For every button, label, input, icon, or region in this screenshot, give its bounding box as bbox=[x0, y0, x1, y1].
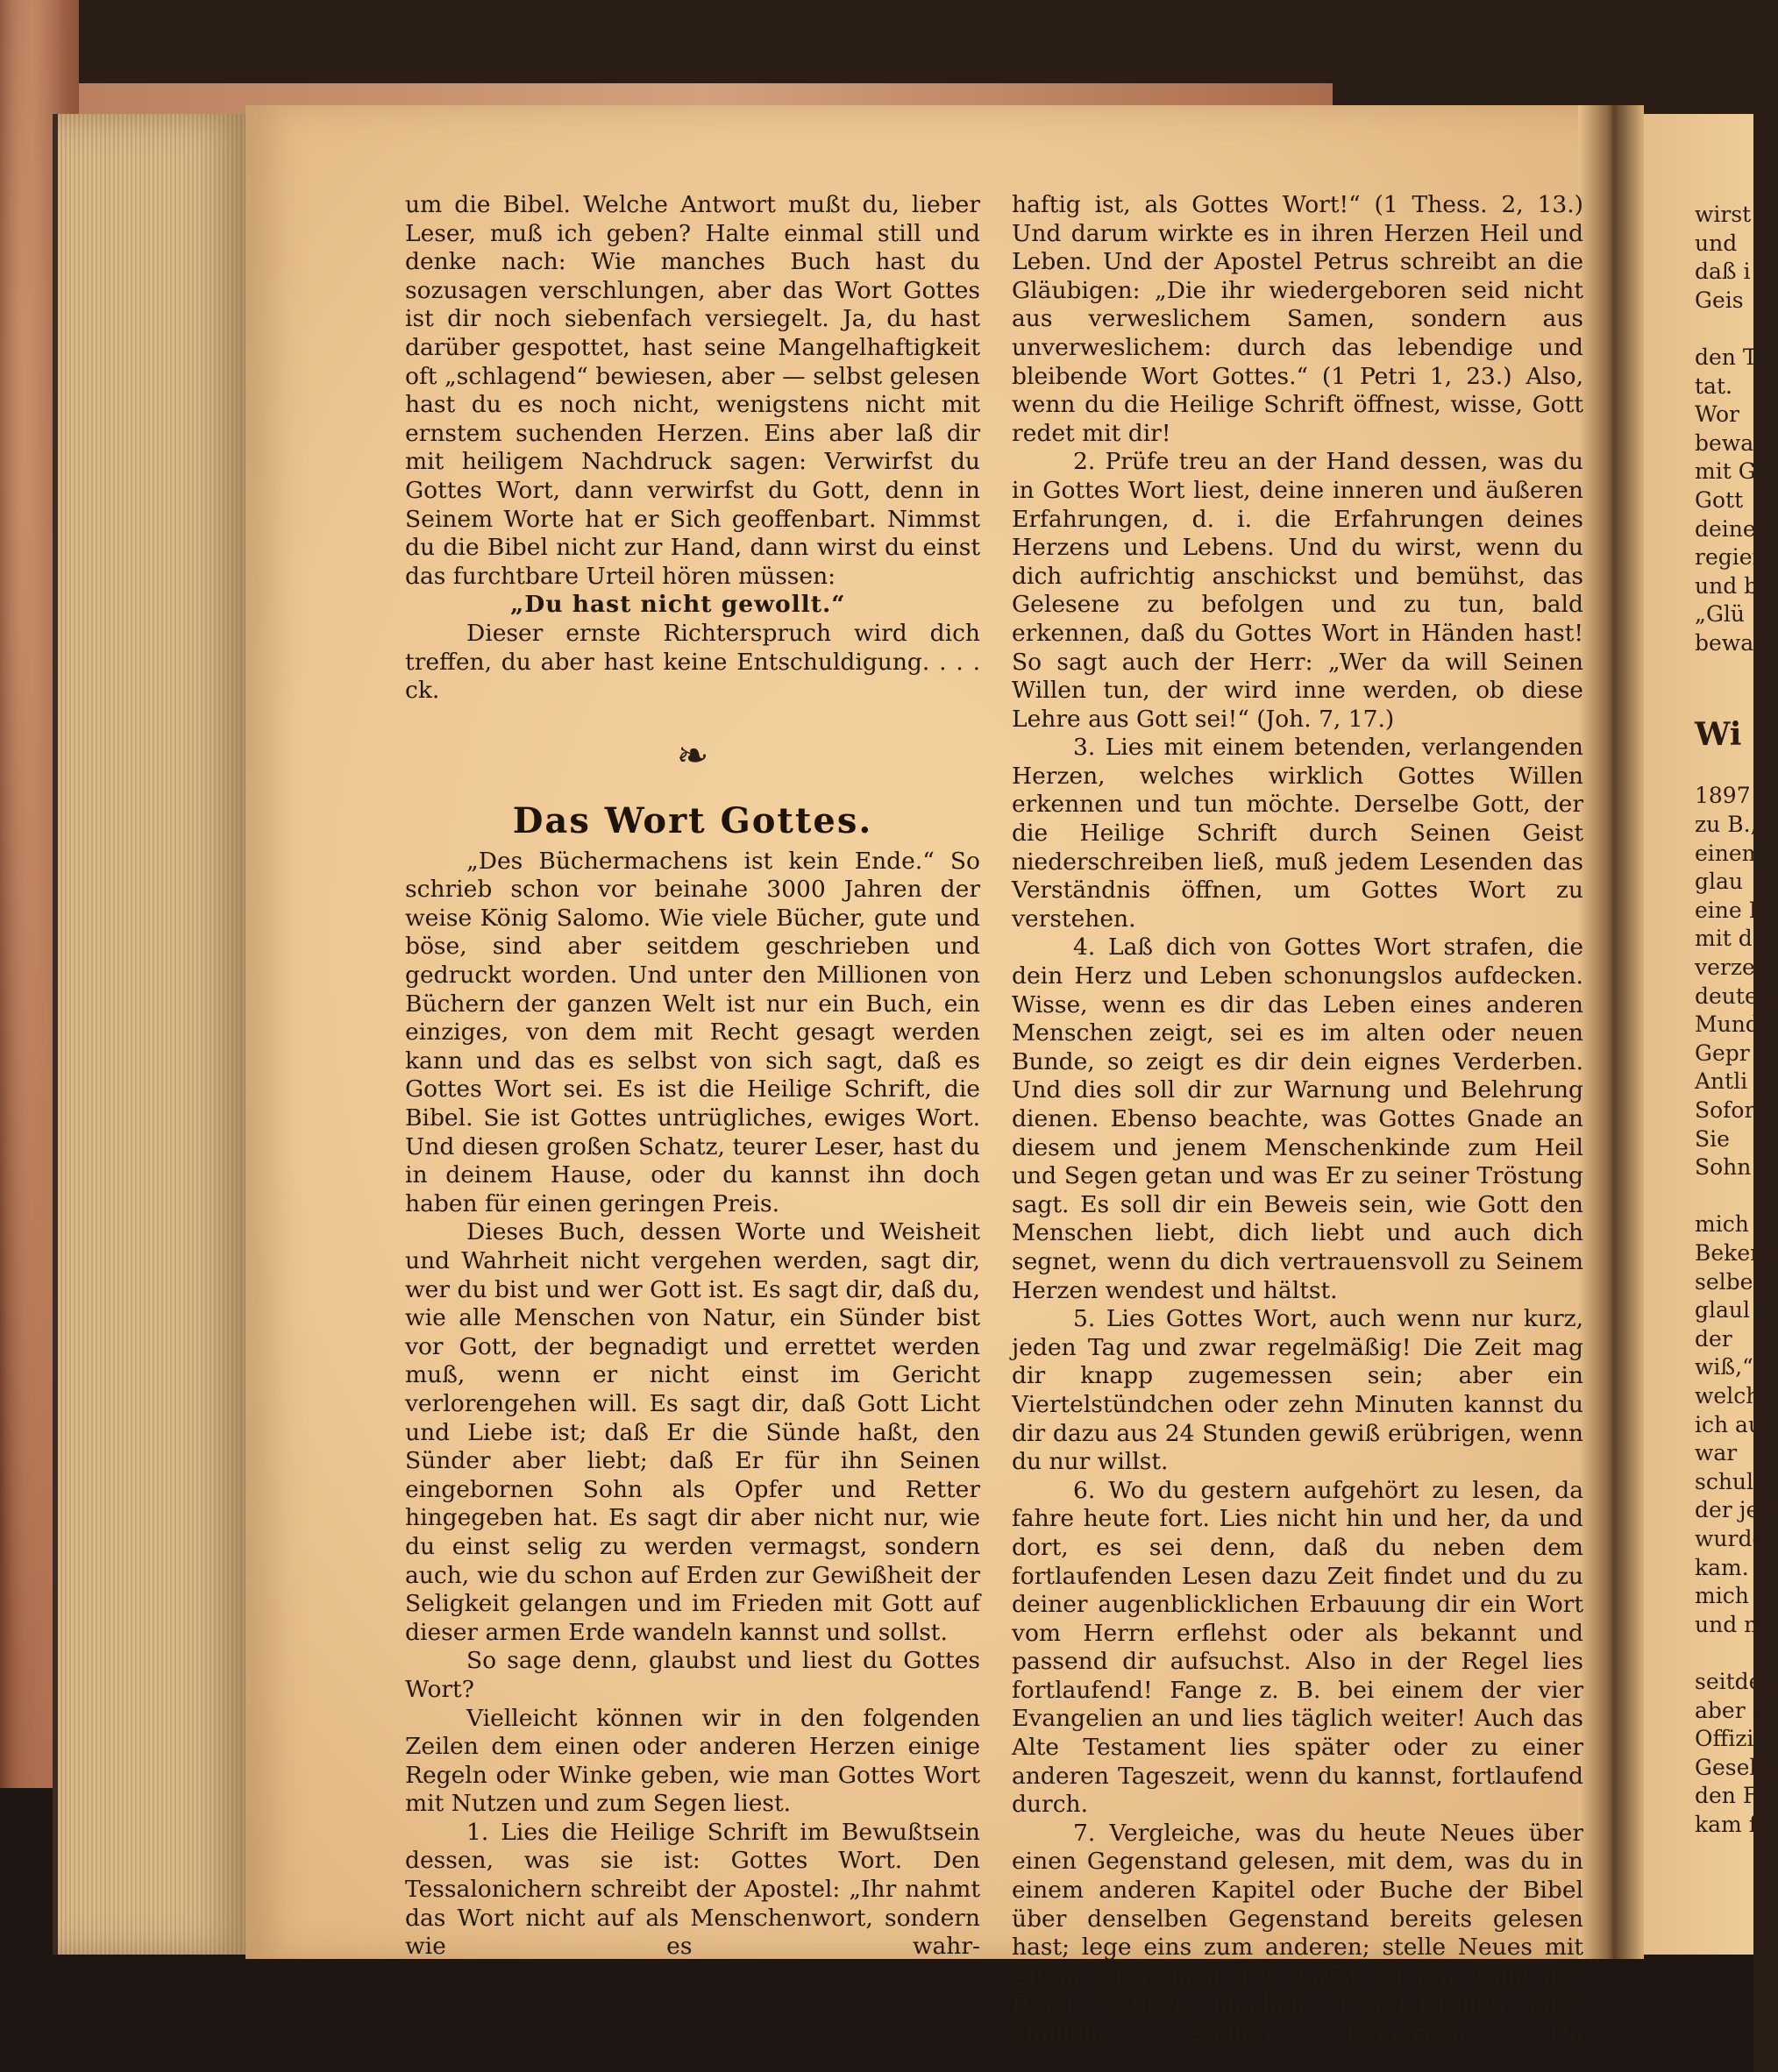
next-page-line: 1897 bbox=[1695, 783, 1751, 809]
next-page-line: und b bbox=[1695, 572, 1759, 599]
next-page-line: schule bbox=[1695, 1468, 1767, 1494]
book-gutter bbox=[1578, 105, 1644, 1959]
next-page-line: mit G bbox=[1695, 458, 1756, 485]
paragraph: „Des Büchermachens ist kein Ende.“ So schrieb schon vor beinahe 3000 Jahren der weise König Salomo. Wie viele Bücher, gute und böse, sind aber seitdem geschrieben und gedruckt worden. Und unter den Millionen von Büchern der ganzen Welt ist nur ein Buch, ein einziges, von dem mit Recht gesagt werden kann und das es selbst von sich sagt, daß es Gottes Wort sei. Es ist die Heilige Schrift, die Bibel. Sie ist Gottes untrügliches, ewiges Wort. Und diesen großen Schatz, teurer Leser, hast du in deinem Hause, oder du kannst ihn doch haben für einen geringen Preis. bbox=[405, 847, 980, 1217]
next-page-line: kam. bbox=[1695, 1554, 1749, 1580]
left-column bbox=[405, 191, 980, 1962]
paragraph: Dieser ernste Richterspruch wird dich treffen, du aber hast keine Entschuldigung. . . . ck. bbox=[405, 619, 980, 705]
article-heading: Das Wort Gottes. bbox=[512, 799, 873, 841]
right-column bbox=[1012, 191, 1583, 2048]
next-page-line: Bekenn bbox=[1695, 1240, 1778, 1266]
next-page-line: deuten bbox=[1695, 983, 1772, 1009]
paragraph: 3. Lies mit einem betenden, verlangenden Herzen, welches wirklich Gottes Willen erkennen und tun möchte. Derselbe Gott, der die Heilige Schrift durch Seinen Geist niederschreiben ließ, muß jedem Lesenden das Verständnis öffnen, um Gottes Wort zu verstehen. bbox=[1012, 734, 1583, 933]
next-page-line: daß i bbox=[1695, 259, 1751, 285]
next-page-line: aber a bbox=[1695, 1697, 1766, 1723]
next-page-line: ich au bbox=[1695, 1411, 1763, 1437]
next-page-line: zu B., bbox=[1695, 812, 1758, 837]
next-page-line: und bbox=[1695, 230, 1738, 256]
paragraph: So sage denn, glaubst und liest du Gottes Wort? bbox=[405, 1647, 980, 1703]
next-page-line: mich bbox=[1695, 1583, 1749, 1609]
next-page-line: Gesells bbox=[1695, 1754, 1775, 1780]
next-page-line: mit d bbox=[1695, 926, 1753, 952]
page-stack-edge bbox=[53, 114, 251, 1955]
next-page-line: Sie bbox=[1695, 1125, 1730, 1152]
next-page-line: Gepr bbox=[1695, 1040, 1750, 1066]
next-page-line: bewah bbox=[1695, 429, 1768, 456]
next-page-line: seitden bbox=[1695, 1669, 1776, 1694]
ornament-icon: ❧ bbox=[676, 733, 709, 778]
next-page-line: Gott bbox=[1695, 487, 1744, 513]
next-page-line: eine E bbox=[1695, 897, 1765, 923]
next-page-line: Sofor bbox=[1695, 1097, 1755, 1123]
next-page-line: Wor bbox=[1695, 401, 1740, 428]
next-page-line: einem bbox=[1695, 840, 1763, 866]
next-page-line: den T bbox=[1695, 344, 1758, 370]
paragraph: 6. Wo du gestern aufgehört zu lesen, da fahre heute fort. Lies nicht hin und her, da und dort, es sei denn, daß du neben dem fortlaufenden Lesen dazu Zeit findet und du zu deiner augenblicklichen Erbauung dir ein Wort vom Herrn erflehst oder als bekannt und passend dir aufsuchst. Also in der Regel lies fortlaufend! Fange z. B. bei einem der vier Evangelien an und lies täglich weiter! Auch das Alte Testament lies später oder zu einer anderen Tageszeit, wenn du kannst, fortlaufend durch. bbox=[1012, 1476, 1583, 1819]
next-page-line: mich z bbox=[1695, 1211, 1767, 1238]
paragraph: 2. Prüfe treu an der Hand dessen, was du in Gottes Wort liest, deine inneren und äußeren Erfahrungen, d. i. die Erfahrungen deines Herzens und Lebens. Und du wirst, wenn du dich aufrichtig anschickst und bemühst, das Gelesene zu befolgen und zu tun, bald erkennen, daß du Gottes Wort in Händen hast! So sagt auch der Herr: „Wer da will Seinen Willen tun, der wird inne werden, ob diese Lehre aus Gott sei!“ (Joh. 7, 17.) bbox=[1012, 448, 1583, 733]
next-page-line: wirst bbox=[1695, 202, 1752, 227]
next-page-line: welch bbox=[1695, 1383, 1760, 1409]
paragraph: 7. Vergleiche, was du heute Neues über einen Gegenstand gelesen, mit dem, was du in einem anderen Kapitel oder Buche der Bibel über denselben Gegenstand bereits gelesen hast; lege eins zum anderen; stelle Neues mit Altem zusammen. Du darfst dir am Rand der Bibel Notizen machen, Parallelstellen oder ähnliche Stellen bemerken. Du bbox=[1012, 1819, 1583, 2047]
next-page-line: tat. bbox=[1695, 373, 1732, 399]
paragraph: Vielleicht können wir in den folgenden Zeilen dem einen oder anderen Herzen einige Regeln oder Winke geben, wie man Gottes Wort mit Nutzen und zum Segen liest. bbox=[405, 1704, 980, 1818]
paragraph: 4. Laß dich von Gottes Wort strafen, die dein Herz und Leben schonungslos aufdecken. Wisse, wenn es dir das Leben eines anderen Menschen zeigt, sei es im alten oder neuen Bunde, so zeigt es dir dein eignes Verderben. Und dies soll dir zur Warnung und Belehrung dienen. Ebenso beachte, was Gottes Gnade an diesem und jenem Menschenkinde zum Heil und Segen getan und was Er zu seiner Tröstung sagt. Es soll dir ein Beweis sein, wie Gott den Menschen liebt, dich liebt und auch dich segnet, wenn du dich vertrauensvoll zu Seinem Herzen wendest und hältst. bbox=[1012, 933, 1583, 1304]
next-page-line: bewah bbox=[1695, 630, 1768, 656]
next-page-line: kam fo bbox=[1695, 1812, 1771, 1837]
next-page-line: der jed bbox=[1695, 1497, 1774, 1523]
next-page-line: wiß,“ bbox=[1695, 1354, 1753, 1380]
next-page-line: selber bbox=[1695, 1268, 1764, 1295]
next-page-line: wurde, bbox=[1695, 1526, 1773, 1551]
next-page-line: und m bbox=[1695, 1611, 1765, 1637]
next-page-line: den Fr bbox=[1695, 1783, 1769, 1809]
next-page-line: verzeh bbox=[1695, 954, 1769, 980]
next-page-line: war bbox=[1695, 1440, 1738, 1466]
next-page-line: regier bbox=[1695, 544, 1763, 571]
quote: „Du hast nicht gewollt.“ bbox=[510, 591, 846, 619]
next-page-line: glaul bbox=[1695, 1297, 1751, 1323]
next-page-line: glau bbox=[1695, 869, 1744, 895]
paragraph: haftig ist, als Gottes Wort!“ (1 Thess. 2, 13.) Und darum wirkte es in ihren Herzen Heil und Leben. Und der Apostel Petrus schreibt an die Gläubigen: „Die ihr wiedergeboren seid nicht aus verweslichem Samen, sondern aus unverweslichem: durch das lebendige und bleibende Wort Gottes.“ (1 Petri 1, 23.) Also, wenn du die Heilige Schrift öffnest, wisse, Gott redet mit dir! bbox=[1012, 191, 1583, 447]
next-page-line: Antli bbox=[1695, 1068, 1748, 1095]
next-page-line: Geis bbox=[1695, 287, 1744, 313]
next-page-line: Mund bbox=[1695, 1011, 1760, 1038]
next-page-fragment bbox=[1644, 114, 1778, 1955]
next-page-line: deinen bbox=[1695, 515, 1770, 542]
paragraph: um die Bibel. Welche Antwort mußt du, lieber Leser, muß ich geben? Halte einmal still und denke nach: Wie manches Buch hast du sozusagen verschlungen, aber das Wort Gottes ist dir noch siebenfach versiegelt. Ja, du hast darüber gespottet, hast seine Mangelhaftigkeit oft „schlagend“ bewiesen, aber — selbst gelesen hast du es noch nicht, wenigstens nicht mit ernstem suchenden Herzen. Eins aber laß dir mit heiligem Nachdruck sagen: Verwirfst du Gottes Wort, dann verwirfst du Gott, denn in Seinem Worte hat er Sich geoffenbart. Nimmst du die Bibel nicht zur Hand, dann wirst du einst das furchtbare Urteil hören müssen: bbox=[405, 191, 980, 590]
paragraph: 1. Lies die Heilige Schrift im Bewußtsein dessen, was sie ist: Gottes Wort. Den Tessalonichern schreibt der Apostel: „Ihr nahmt das Wort nicht auf als Menschenwort, sondern wie es wahr- bbox=[405, 1818, 980, 1961]
next-page-line: „Glü bbox=[1695, 601, 1746, 628]
next-page-line: Offizi bbox=[1695, 1726, 1754, 1752]
paragraph: Dieses Buch, dessen Worte und Weisheit und Wahrheit nicht vergehen werden, sagt dir, wer du bist und wer Gott ist. Es sagt dir, daß du, wie alle Menschen von Natur, ein Sünder bist vor Gott, der begnadigt und errettet werden muß, wenn er nicht einst im Gericht verlorengehen will. Es sagt dir, daß Gott Licht und Liebe ist; daß Er die Sünde haßt, den Sünder aber liebt; daß Er für ihn Seinen eingebornen Sohn als Opfer und Retter hingegeben hat. Es sagt dir aber nicht nur, wie du einst selig zu werden vermagst, sondern auch, wie du schon auf Erden zur Gewißheit der Seligkeit gelangen und im Frieden mit Gott auf dieser armen Erde wandeln kannst und sollst. bbox=[405, 1218, 980, 1646]
next-page-line: Wi bbox=[1695, 715, 1742, 753]
paragraph: 5. Lies Gottes Wort, auch wenn nur kurz, jeden Tag und zwar regelmäßig! Die Zeit mag dir knapp zugemessen sein; aber ein Viertelstündchen oder zehn Minuten kannst du dir dazu aus 24 Stunden gewiß erübrigen, wenn du nur willst. bbox=[1012, 1305, 1583, 1476]
next-page-line: der bbox=[1695, 1325, 1732, 1352]
next-page-line: Sohn bbox=[1695, 1154, 1752, 1181]
